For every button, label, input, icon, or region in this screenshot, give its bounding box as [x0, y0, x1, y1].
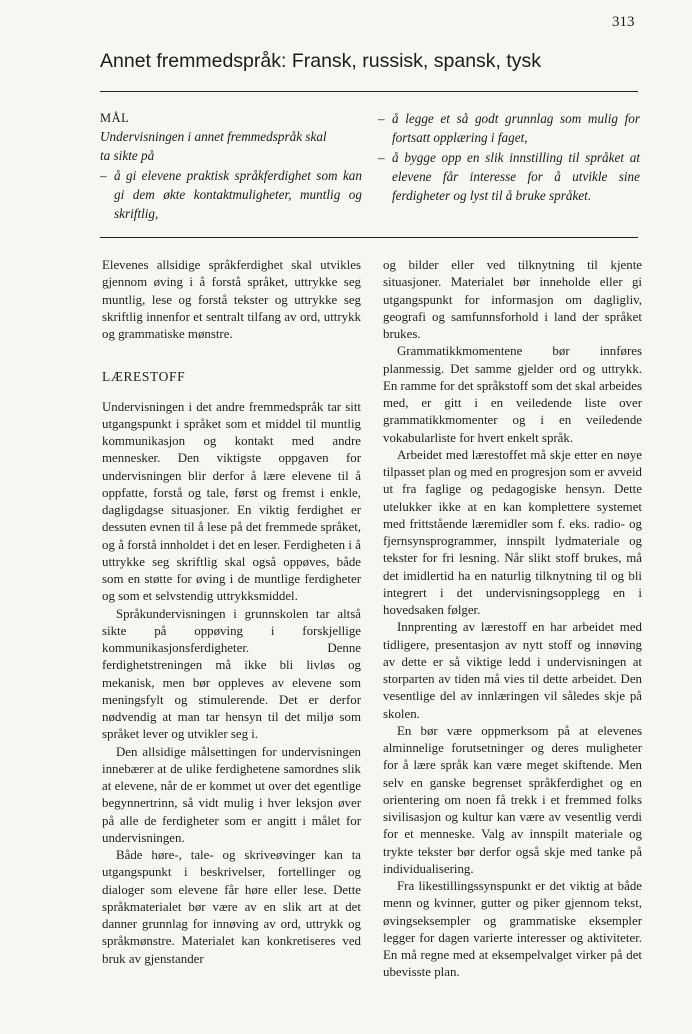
body-paragraph: Arbeidet med lærestoffet må skje etter en nøye tilpasset plan og med en progresjon som er avveid ut fra faglige og pedagogiske hensyn. Dette utelukker ikke at en kan komplettere systemet med frittstående læremidler som f. eks. radio- og fjernsynsprogrammer, innspilt lydmateriale og tekster for fri lesning. Når slikt stoff brukes, må det imidlertid ha en naturlig tilknytning til og bli integrert i det undervisningsopplegg en i hovedsaken følger. — [383, 447, 642, 617]
body-paragraph: Den allsidige målsettingen for undervisningen innebærer at de ulike ferdighetene samordnes slik at elevene, når de er kommet ut over det egentlige begynnertrinn, så vidt mulig i hver leksjon øver på alle de ferdigheter som er angitt i målet for undervisningen. — [102, 744, 361, 845]
goals-intro-line: Undervisningen i annet fremmedspråk skal — [100, 129, 327, 144]
goals-item — [100, 166, 362, 224]
goals-dash: – — [378, 149, 385, 165]
body-paragraph: Undervisningen i det andre fremmedspråk tar sitt utgangspunkt i språket som et middel til muntlig kommunikasjon og kontakt med andre mennesker. Den viktigste oppgaven for undervisningen blir derfor å lære elevene til å oppfatte, forstå og tale, først og fremst i enkle, dagligdagse situasjoner. En viktig ferdighet er dessuten evnen til å lese på det fremmede språket, og å forstå innholdet i det en leser. Ferdigheten i å uttrykke seg skriftlig skal også oppøves, både som en støtte for øving i de muntlige ferdigheter og som et selvstendig uttrykksmiddel. — [102, 399, 361, 604]
goals-item-text: å gi elevene praktisk språkferdighet som kan gi dem økte kontaktmuligheter, muntlig og skriftlig, — [114, 167, 362, 222]
goals-item-text: å legge et så godt grunnlag som mulig for fortsatt opplæring i faget, — [392, 111, 640, 146]
body-paragraph: og bilder eller ved tilknytning til kjente situasjoner. Materialet bør inneholde eller gi utgangspunkt for informasjon om dagligliv, geografi og samfunnsforhold i land der språket brukes. — [383, 258, 642, 341]
body-paragraph: Språkundervisningen i grunnskolen tar altså sikte på oppøving i forskjellige kommunikasjonsferdigheter. Denne ferdighetstreningen må ikke bli livløs og mekanisk, men bør oppleves av elevene som meningsfylt og stimulerende. Det er derfor nødvendig at man tar hensyn til det miljø som språket lever og utvikler seg i. — [102, 606, 361, 742]
body-paragraph: Grammatikkmomentene bør innføres planmessig. Det samme gjelder ord og uttrykk. En ramme for det språkstoff som det skal arbeides med, er gitt i en veiledende liste over grammatikkmomenter og i en veiledende vokabularliste for hvert enkelt språk. — [383, 344, 642, 445]
goals-heading: MÅL — [100, 111, 130, 125]
left-column — [102, 257, 361, 968]
goals-box-right — [378, 109, 640, 205]
bottom-rule — [100, 237, 638, 238]
intro-paragraph: Elevenes allsidige språkferdighet skal utvikles gjennom øving i å forstå språket, uttrykke seg muntlig, lese og forstå tekster og uttrykke seg skriftlig innenfor et sentralt tilfang av ord, uttrykk og grammatiske mønstre. — [102, 258, 361, 341]
top-rule — [100, 91, 638, 92]
body-paragraph: Fra likestillingssynspunkt er det viktig at både menn og kvinner, gutter og piker gjennom tekst, øvingseksempler og grammatiske eksempler legger for dagen varierte interesser og aktiviteter. En må regne med at eksempelvalget virker på det ubevisste plan. — [383, 879, 642, 980]
body-paragraph: Både høre-, tale- og skriveøvinger kan ta utgangspunkt i beskrivelser, fortellinger og dialoger som elevene får høre eller lese. Dette språkmaterialet bør være av en slik art at det danner grunnlag for innøving av ord, uttrykk og språkmønstre. Materialet kan konkretiseres ved bruk av gjenstander — [102, 848, 361, 966]
page-title: Annet fremmedspråk: Fransk, russisk, spansk, tysk — [100, 50, 542, 72]
goals-dash: – — [100, 167, 107, 183]
goals-item — [378, 148, 640, 206]
goals-intro-line: ta sikte på — [100, 148, 155, 164]
body-paragraph: Innprenting av lærestoff en har arbeidet med tidligere, presentasjon av nytt stoff og innøving av dette er så viktige ledd i undervisningen at storparten av tiden må vies til dette arbeidet. Den vesentlige del av innlæringen vil således skje på skolen. — [383, 620, 642, 721]
page-number: 313 — [612, 14, 635, 30]
body-paragraph: En bør være oppmerksom på at elevenes alminnelige forutsetninger og deres muligheter for å lære språk kan være meget skiftende. Men selv en ganske begrenset språkferdighet og en orientering om noen få trekk i et fremmed folks sivilisasjon og kultur kan være av vesentlig verdi for et menneske. Valg av innspilt materiale og trykte tekster bør derfor også skje med tanke på individualisering. — [383, 723, 642, 876]
goals-item — [378, 109, 640, 148]
goals-dash: – — [378, 111, 385, 126]
section-heading: LÆRESTOFF — [102, 369, 186, 385]
goals-box-left — [100, 109, 362, 223]
right-column — [383, 257, 642, 982]
goals-item-text: å bygge opp en slik innstilling til språket at elevene får interesse for å utvikle sine ferdigheter og lyst til å bruke språket. — [392, 149, 640, 204]
